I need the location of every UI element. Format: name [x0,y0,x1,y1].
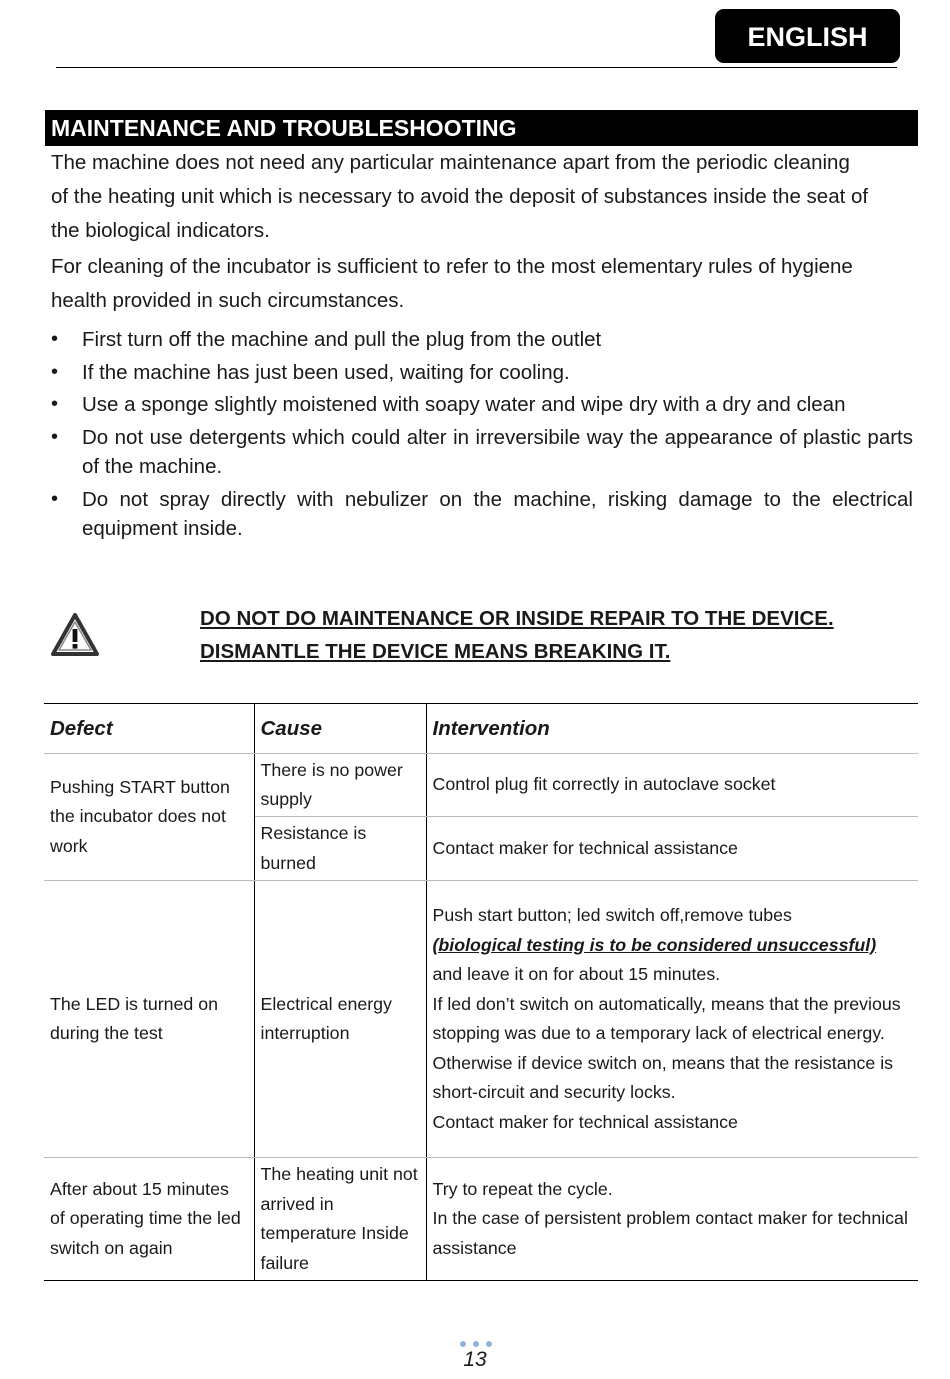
defect-cell: After about 15 minutes of operating time the led switch on again [44,1158,254,1281]
intervention-cell: Control plug fit correctly in autoclave socket [426,754,918,817]
intervention-cell: Contact maker for technical assistance [426,817,918,881]
intro-paragraph: The machine does not need any particular maintenance apart from the periodic cleaning of the heating unit which is necessary to avoid the deposit of substances inside the seat of the biological indicators. [51,151,869,242]
column-header-defect: Defect [44,704,254,754]
language-tab: ENGLISH [715,9,900,63]
warning-line-2: DISMANTLE THE DEVICE MEANS BREAKING IT. [200,640,671,663]
list-item [51,325,913,355]
intervention-line: Try to repeat the cycle. [432,1178,613,1199]
troubleshooting-table [44,703,918,1281]
header-rule [56,67,897,68]
bullet-icon: • [51,425,59,448]
list-item [51,358,913,388]
page-dots-icon [458,1340,494,1348]
intervention-line: In the case of persistent problem contact maker for technical assistance [432,1208,908,1258]
defect-cell: The LED is turned on during the test [44,881,254,1158]
table-row [44,1158,918,1281]
intervention-line: and leave it on for about 15 minutes. [432,964,721,984]
cause-cell: Electrical energy interruption [254,881,426,1158]
intervention-line: Push start button; led switch off,remove tubes [432,905,792,925]
bullet-icon: • [51,487,59,510]
cause-cell: Resistance is burned [254,817,426,881]
list-item-text: Do not spray directly with nebulizer on the machine, risking damage to the electrical equipment inside. [82,487,913,540]
defect-cell: Pushing START button the incubator does not work [44,754,254,881]
intervention-line: Otherwise if device switch on, means that the resistance is short-circuit and security locks. [432,1052,894,1102]
intervention-cell [426,881,918,1158]
cause-cell: There is no power supply [254,754,426,817]
column-header-cause: Cause [254,704,426,754]
intervention-emphasis: (biological testing is to be considered unsuccessful) [432,934,877,955]
column-header-intervention: Intervention [426,704,918,754]
cleaning-steps-list [51,325,913,547]
list-item-text: Do not use detergents which could alter in irreversibile way the appearance of plastic parts of the machine. [82,425,913,478]
list-item [51,390,913,420]
intervention-cell [426,1158,918,1281]
table-row [44,881,918,1158]
intervention-line: Contact maker for technical assistance [432,1111,738,1132]
table-row [44,754,918,817]
list-item [51,423,913,482]
cause-cell: The heating unit not arrived in temperature Inside failure [254,1158,426,1281]
list-item-text: If the machine has just been used, waiting for cooling. [82,360,570,384]
section-title: MAINTENANCE AND TROUBLESHOOTING [45,110,918,146]
warning-message [200,602,834,668]
bullet-icon: • [51,393,59,415]
list-item-text: Use a sponge slightly moistened with soapy water and wipe dry with a dry and clean [82,393,846,416]
intervention-line: If led don’t switch on automatically, means that the previous stopping was due to a temporary lack of electrical energy. [432,993,901,1043]
cleaning-paragraph: For cleaning of the incubator is sufficient to refer to the most elementary rules of hygiene health provided in such circumstances. [51,255,853,312]
bullet-icon: • [51,360,59,383]
table-header-row [44,704,918,754]
warning-line-1: DO NOT DO MAINTENANCE OR INSIDE REPAIR TO THE DEVICE. [200,607,834,630]
list-item-text: First turn off the machine and pull the plug from the outlet [82,328,602,351]
page-number: 13 [463,1348,487,1371]
list-item [51,485,913,544]
bullet-icon: • [51,328,59,350]
warning-triangle-icon [50,612,100,658]
